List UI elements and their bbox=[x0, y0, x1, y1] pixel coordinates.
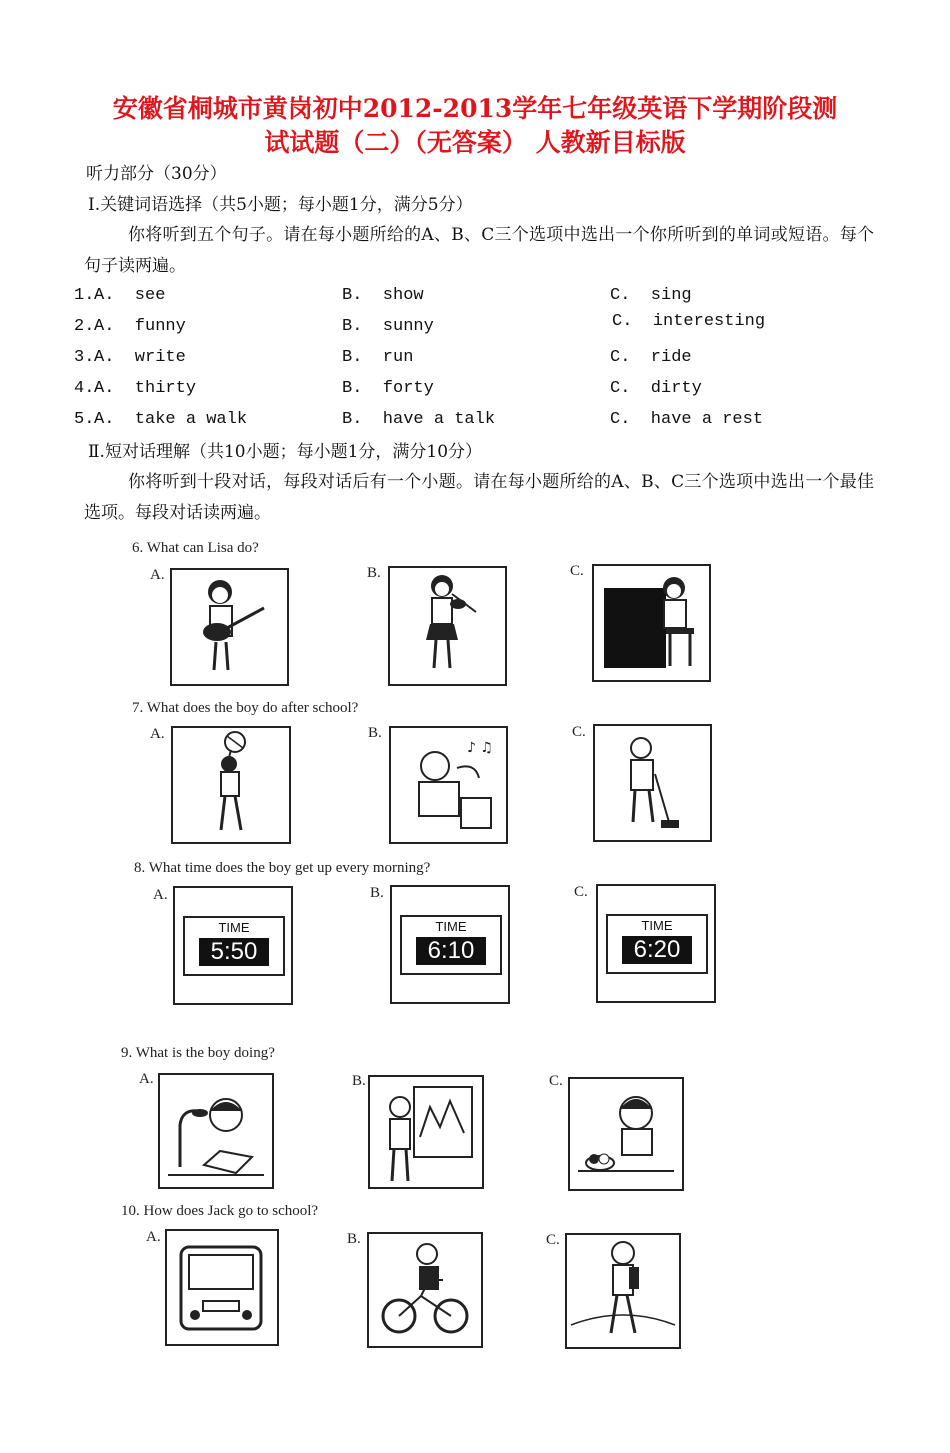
option-a: A. take a walk bbox=[94, 410, 248, 429]
section2-instruction: 你将听到十段对话，每段对话后有一个小题。请在每小题所给的A、B、C三个选项中选出一个最佳选项。每段对话读两遍。 bbox=[84, 472, 874, 523]
label-b: B. bbox=[352, 1073, 366, 1089]
boy-basketball-picture bbox=[171, 726, 291, 844]
boy-music-picture bbox=[389, 726, 508, 844]
label-c: C. bbox=[570, 563, 584, 579]
option-b: B. show bbox=[342, 286, 424, 305]
label-a: A. bbox=[146, 1229, 161, 1245]
option-b: B. sunny bbox=[342, 317, 434, 336]
option-c: C. dirty bbox=[610, 379, 702, 398]
girl-violin-picture bbox=[388, 566, 507, 686]
clock-label: TIME bbox=[435, 919, 467, 934]
label-a: A. bbox=[153, 887, 168, 903]
boy-eating-picture bbox=[568, 1077, 684, 1191]
question-6: 6. What can Lisa do? bbox=[132, 540, 259, 556]
item-number: 2. bbox=[74, 317, 95, 336]
girl-guitar-picture bbox=[170, 568, 289, 686]
clock-picture-b bbox=[390, 885, 510, 1004]
label-b: B. bbox=[347, 1231, 361, 1247]
section2-heading: Ⅱ.短对话理解（共10小题；每小题1分，满分10分） bbox=[88, 442, 483, 462]
label-b: B. bbox=[368, 725, 382, 741]
boy-drawing-picture bbox=[368, 1075, 484, 1189]
label-c: C. bbox=[572, 724, 586, 740]
walking-picture bbox=[565, 1233, 681, 1349]
label-c: C. bbox=[574, 884, 588, 900]
question-8: 8. What time does the boy get up every morning? bbox=[134, 860, 431, 876]
section1-heading: Ⅰ.关键词语选择（共5小题；每小题1分，满分5分） bbox=[88, 195, 473, 215]
item-number: 4. bbox=[74, 379, 95, 398]
option-b: B. have a talk bbox=[342, 410, 496, 429]
bus-picture bbox=[165, 1229, 279, 1346]
question-10: 10. How does Jack go to school? bbox=[121, 1203, 319, 1219]
clock-picture-a bbox=[173, 886, 293, 1005]
clock-picture-c bbox=[596, 884, 716, 1003]
label-c: C. bbox=[546, 1232, 560, 1248]
section1-instruction: 你将听到五个句子。请在每小题所给的A、B、C三个选项中选出一个你所听到的单词或短语。每个句子读两遍。 bbox=[84, 225, 874, 276]
option-c: C. interesting bbox=[612, 312, 766, 331]
option-a: A. thirty bbox=[94, 379, 197, 398]
boy-cleaning-picture bbox=[593, 724, 712, 842]
bike-picture bbox=[367, 1232, 483, 1348]
clock-frame bbox=[606, 914, 708, 974]
option-a: A. funny bbox=[94, 317, 186, 336]
option-c: C. sing bbox=[610, 286, 692, 305]
boy-reading-picture bbox=[158, 1073, 274, 1189]
option-a: A. write bbox=[94, 348, 186, 367]
item-number: 1. bbox=[74, 286, 95, 305]
option-a: A. see bbox=[94, 286, 166, 305]
label-b: B. bbox=[370, 885, 384, 901]
label-a: A. bbox=[139, 1071, 154, 1087]
item-number: 3. bbox=[74, 348, 95, 367]
question-7: 7. What does the boy do after school? bbox=[132, 700, 359, 716]
label-a: A. bbox=[150, 567, 165, 583]
girl-piano-picture bbox=[592, 564, 711, 682]
clock-label: TIME bbox=[641, 918, 673, 933]
clock-label: TIME bbox=[218, 920, 250, 935]
option-c: C. have a rest bbox=[610, 410, 764, 429]
option-b: B. run bbox=[342, 348, 414, 367]
question-9: 9. What is the boy doing? bbox=[121, 1045, 275, 1061]
clock-frame bbox=[183, 916, 285, 976]
label-b: B. bbox=[367, 565, 381, 581]
listening-header: 听力部分（30分） bbox=[86, 164, 227, 184]
option-b: B. forty bbox=[342, 379, 434, 398]
document-title-line2: 试试题（二）（无答案） 人教新目标版 bbox=[264, 128, 686, 157]
option-c: C. ride bbox=[610, 348, 692, 367]
clock-digits: 6:20 bbox=[622, 936, 692, 964]
label-c: C. bbox=[549, 1073, 563, 1089]
svg-text:♪ ♫: ♪ ♫ bbox=[467, 740, 493, 756]
clock-frame bbox=[400, 915, 502, 975]
document-title-line1: 安徽省桐城市黄岗初中2012-2013学年七年级英语下学期阶段测 bbox=[112, 94, 838, 123]
clock-digits: 6:10 bbox=[416, 937, 486, 965]
item-number: 5. bbox=[74, 410, 95, 429]
label-a: A. bbox=[150, 726, 165, 742]
clock-digits: 5:50 bbox=[199, 938, 269, 966]
